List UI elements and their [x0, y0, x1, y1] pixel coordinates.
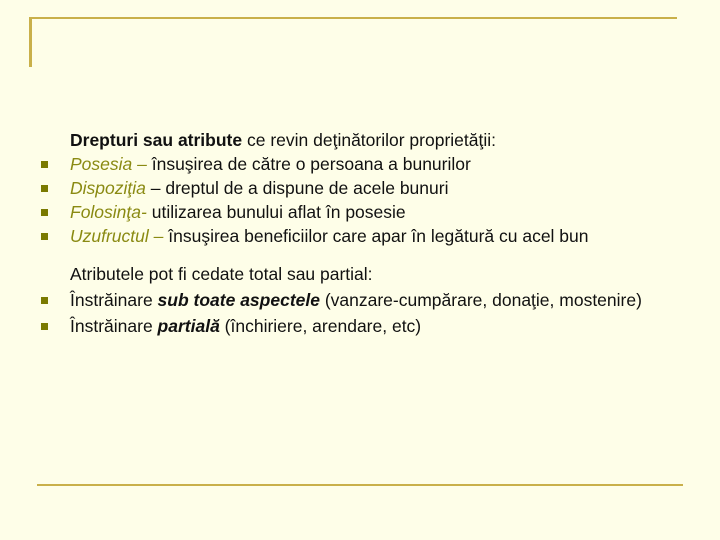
definition-posesia: însuşirea de către o persoana a bunurilor: [151, 154, 471, 174]
definition-folosinta: utilizarea bunului aflat în posesie: [151, 202, 406, 222]
bottom-border-line: [37, 484, 683, 486]
definition-dispozitia: dreptul de a dispune de acele bunuri: [165, 178, 449, 198]
paragraph-spacer: [70, 248, 700, 264]
list-item-total-transfer: [70, 290, 700, 310]
transfer-section: [70, 264, 700, 336]
term-sep: –: [148, 226, 169, 246]
transfer-partial-pre: Înstrăinare: [70, 316, 158, 336]
list-item-posesia: [70, 152, 700, 176]
transfer-partial-emph: partială: [157, 316, 220, 336]
square-bullet-icon: [41, 209, 48, 216]
term-uzufructul: Uzufructul: [70, 226, 149, 246]
list-item-partial-transfer: [70, 316, 700, 336]
transfer-partial-post: (închiriere, arendare, etc): [219, 316, 422, 336]
term-sep: –: [132, 154, 152, 174]
transfer-total-pre: Înstrăinare: [70, 290, 158, 310]
square-bullet-icon: [41, 161, 48, 168]
term-posesia: Posesia: [70, 154, 133, 174]
list-item-dispozitia: [70, 176, 700, 200]
transfer-intro: Atributele pot fi cedate total sau partial:: [70, 264, 373, 284]
slide-body: [70, 128, 700, 336]
square-bullet-icon: [41, 233, 48, 240]
term-sep: –: [145, 178, 166, 198]
rights-intro: [70, 128, 700, 152]
square-bullet-icon: [41, 185, 48, 192]
transfer-total-emph: sub toate aspectele: [157, 290, 320, 310]
left-border-line: [29, 17, 32, 67]
rights-intro-rest: ce revin deţinătorilor proprietăţii:: [242, 130, 496, 150]
square-bullet-icon: [41, 297, 48, 304]
term-dispozitia: Dispoziţia: [70, 178, 146, 198]
square-bullet-icon: [41, 323, 48, 330]
transfer-total-post: (vanzare-cumpărare, donaţie, mostenire): [319, 290, 642, 310]
list-item-uzufructul: [70, 224, 700, 248]
definition-uzufructul: însuşirea beneficiilor care apar în legătură cu acel bun: [168, 226, 589, 246]
rights-intro-bold: Drepturi sau atribute: [70, 130, 243, 150]
list-item-folosinta: [70, 200, 700, 224]
term-folosinta: Folosinţa-: [70, 202, 147, 222]
top-border-line: [29, 17, 677, 19]
